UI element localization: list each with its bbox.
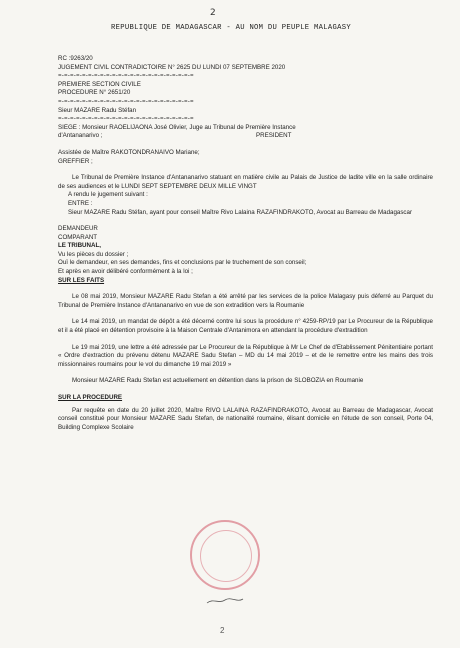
- page-number-bottom: 2: [220, 626, 225, 635]
- demandeur-label: DEMANDEUR: [58, 225, 98, 233]
- tribunal-intro: Le Tribunal de Première Instance d'Antananarivo statuant en matière civile au Palais de Justice de ladite ville en la salle ordinaire de ses audiences et le LUNDI SEPT SEPTEMBRE DEUX MILLE VINGT: [58, 174, 433, 190]
- separator: =-=-=-=-=-=-=-=-=-=-=-=-=-=-=-=-=-=-=-=-=-=-=: [58, 72, 194, 80]
- party-line: Sieur MAZARE Radu Stéfan, ayant pour conseil Maître Rivo Lalaina RAZAFINDRAKOTO, Avocat au Barreau de Madagascar: [68, 208, 413, 216]
- president-role: PRESIDENT: [256, 132, 292, 140]
- siege-line-1: SIEGE : Monsieur RAOELIJAONA José Olivier, Juge au Tribunal de Première Instance: [58, 123, 296, 131]
- separator: =-=-=-=-=-=-=-=-=-=-=-=-=-=-=-=-=-=-=-=-=-=-=: [58, 115, 194, 123]
- comparant-label: COMPARANT: [58, 233, 98, 241]
- siege-city: d'Antananarivo ;: [58, 132, 103, 140]
- document-body: [58, 55, 433, 432]
- faits-paragraph-3: Le 19 mai 2019, une lettre a été adressée par Le Procureur de la République à Mr Le Chef de d'Etablissement Pénitentiaire portant « Ordre d'extraction du prévenu détenu MAZARE Sadu Stefan – MD du 14 mai 2019 – et de le remettre entre les mains des trois missionnaires roumains pour le vol du dimanche 19 mai 2019 »: [58, 343, 433, 368]
- judgment-title: JUGEMENT CIVIL CONTRADICTOIRE N° 2625 DU LUNDI 07 SEPTEMBRE 2020: [58, 63, 286, 71]
- procedure-paragraph-1: Par requête en date du 20 juillet 2020, Maître RIVO LALAINA RAZAFINDRAKOTO, Avocat au Barreau de Madagascar, Avocat conseil constitué pour Monsieur MAZARE Sadu Stefan, de nationalité roumaine, élisant domicile en l'étude de son conseil, Porte 04, Building Complexe Scolaire: [58, 406, 433, 431]
- greffier-line: GREFFIER ;: [58, 157, 93, 165]
- le-tribunal-label: LE TRIBUNAL,: [58, 242, 101, 250]
- apres-line: Et après en avoir délibéré conformément à la loi ;: [58, 268, 193, 276]
- faits-paragraph-2: Le 14 mai 2019, un mandat de dépôt a été décerné contre lui sous la procédure n° 4259-RP/19 par Le Procureur de la République et il a été placé en détention provisoire à la Maison Centrale d'Antanimora en attendant la procédure d'extradition: [58, 318, 433, 335]
- vu-line: Vu les pièces du dossier ;: [58, 250, 129, 258]
- page-number-top: 2: [210, 8, 216, 18]
- party-name: Sieur MAZARE Radu Stéfan: [58, 106, 137, 114]
- faits-paragraph-1: Le 08 mai 2019, Monsieur MAZARE Radu Stefan a été arrêté par les services de la police Malagasy puis déferré au Parquet du Tribunal de Première Instance d'Antananarivo en vue de son extradition vers la Roumanie: [58, 293, 433, 309]
- procedure-number: PROCEDURE N° 2651/20: [58, 89, 131, 97]
- assistant-line: Assistée de Maître RAKOTONDRANAIVO Mariane;: [58, 148, 200, 156]
- faits-heading: SUR LES FAITS: [58, 276, 105, 284]
- oui-line: Ouï le demandeur, en ses demandes, fins et conclusions par le truchement de son conseil;: [58, 259, 307, 267]
- document-header: REPUBLIQUE DE MADAGASCAR - AU NOM DU PEUPLE MALAGASY: [111, 24, 351, 32]
- section-name: PREMIERE SECTION CIVILE: [58, 80, 141, 88]
- signature-mark: [205, 592, 245, 600]
- procedure-heading: SUR LA PROCEDURE: [58, 394, 123, 401]
- separator: =-=-=-=-=-=-=-=-=-=-=-=-=-=-=-=-=-=-=-=-=-=-=: [58, 97, 194, 105]
- faits-paragraph-4: Monsieur MAZARE Radu Stefan est actuellement en détention dans la prison de SLOBOZIA en Roumanie: [72, 377, 364, 385]
- rc-number: RC :9263/20: [58, 55, 93, 62]
- official-stamp: [190, 520, 260, 590]
- siege-line-2: [58, 132, 433, 141]
- entre-line: ENTRE :: [68, 199, 93, 207]
- rendu-line: A rendu le jugement suivant :: [68, 191, 148, 199]
